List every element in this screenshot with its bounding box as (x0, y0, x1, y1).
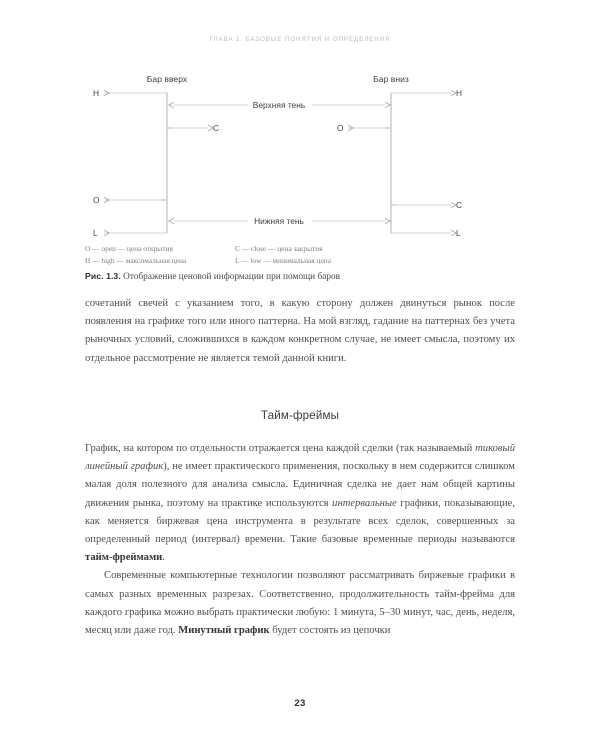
paragraph-3 (85, 567, 515, 640)
body-paragraph-1 (85, 295, 515, 368)
figure-caption-number: Рис. 1.3. (85, 271, 121, 281)
left-bar-high-label: H (93, 88, 100, 98)
running-head: ГЛАВА 1. БАЗОВЫЕ ПОНЯТИЯ И ОПРЕДЕЛЕНИЯ (209, 36, 391, 43)
right-bar-open-label: O (337, 123, 344, 133)
bar-up-title: Бар вверх (146, 74, 188, 84)
legend-low: L — low — минимальная цена (235, 255, 332, 265)
lower-shadow-label: Нижняя тень (254, 216, 304, 226)
figure-legend-row (85, 255, 505, 267)
paragraph-1-text: сочетаний свечей с указанием того, в какую сторону должен двинуться рынок после появления на графике того или иного паттерна. На мой взгляд, гадание на паттернах без учета рыночных условий, сложившихся в каждом конкретном случае, не имеет смысла, поэтому их отдельное рассмотрение не является темой данной книги. (85, 298, 515, 364)
paragraph-2-part-d: . (162, 552, 165, 564)
figure-legend (85, 243, 505, 266)
paragraph-2-italic-a: тиковый линейный график (85, 443, 515, 473)
paragraph-2-part-a: График, на котором по отдельности отражается цена каждой сделки (так называемый (85, 443, 476, 454)
paragraph-3-part-b: будет состоять из цепочки (269, 625, 391, 637)
left-bar-low-label: L (93, 228, 98, 238)
upper-shadow-label: Верхняя тень (252, 100, 306, 110)
paragraph-3-part-a: Современные компьютерные технологии позволяют рассматривать биржевые графики в самых разных временных разрезах. Соответственно, продолжительность тайм-фрейма для каждого графика можно выбрать практически любую: 1 минута, 5–30 минут, час, день, неделя, месяц или даже год. (85, 570, 515, 637)
right-bar-high-label: H (456, 88, 463, 98)
paragraph-2-part-b: ), не имеет практического применения, поскольку в нем содержится слишком малая доля полезного для анализа смысла. Единичная сделка не дает нам общей картины движения рынка, поэтому на практике используются (85, 461, 515, 509)
body-paragraph-group-2 (85, 440, 515, 640)
left-bar-open-label: O (93, 195, 100, 205)
paragraph-3-bold-a: Минутный график (178, 625, 270, 637)
bar-down-title: Бар вниз (373, 74, 409, 84)
paragraph-2 (85, 440, 515, 567)
page-number: 23 (294, 698, 306, 709)
left-bar-close-label: C (213, 123, 220, 133)
section-heading: Тайм-фреймы (260, 409, 340, 422)
figure-caption-text: Отображение ценовой информации при помощи баров (123, 272, 341, 282)
right-bar-close-label: C (456, 200, 463, 210)
paragraph-2-italic-b: интервальные (332, 497, 397, 509)
right-bar-low-label: L (456, 228, 461, 238)
figure-caption (85, 270, 515, 283)
figure-legend-row (85, 243, 505, 255)
legend-open: O — open — цена открытия (85, 244, 173, 253)
legend-close: C — close — цена закрытия (235, 244, 323, 253)
legend-high: H — high — максимальная цена (85, 255, 187, 265)
paragraph-2-bold-a: тайм-фреймами (85, 552, 163, 564)
paragraph-2-part-c: графики, показывающие, как меняется биржевая цена инструмента в результате всех сделок, совершенных за определенный период (интервал) времени. Такие базовые временные периоды называются (85, 497, 515, 546)
